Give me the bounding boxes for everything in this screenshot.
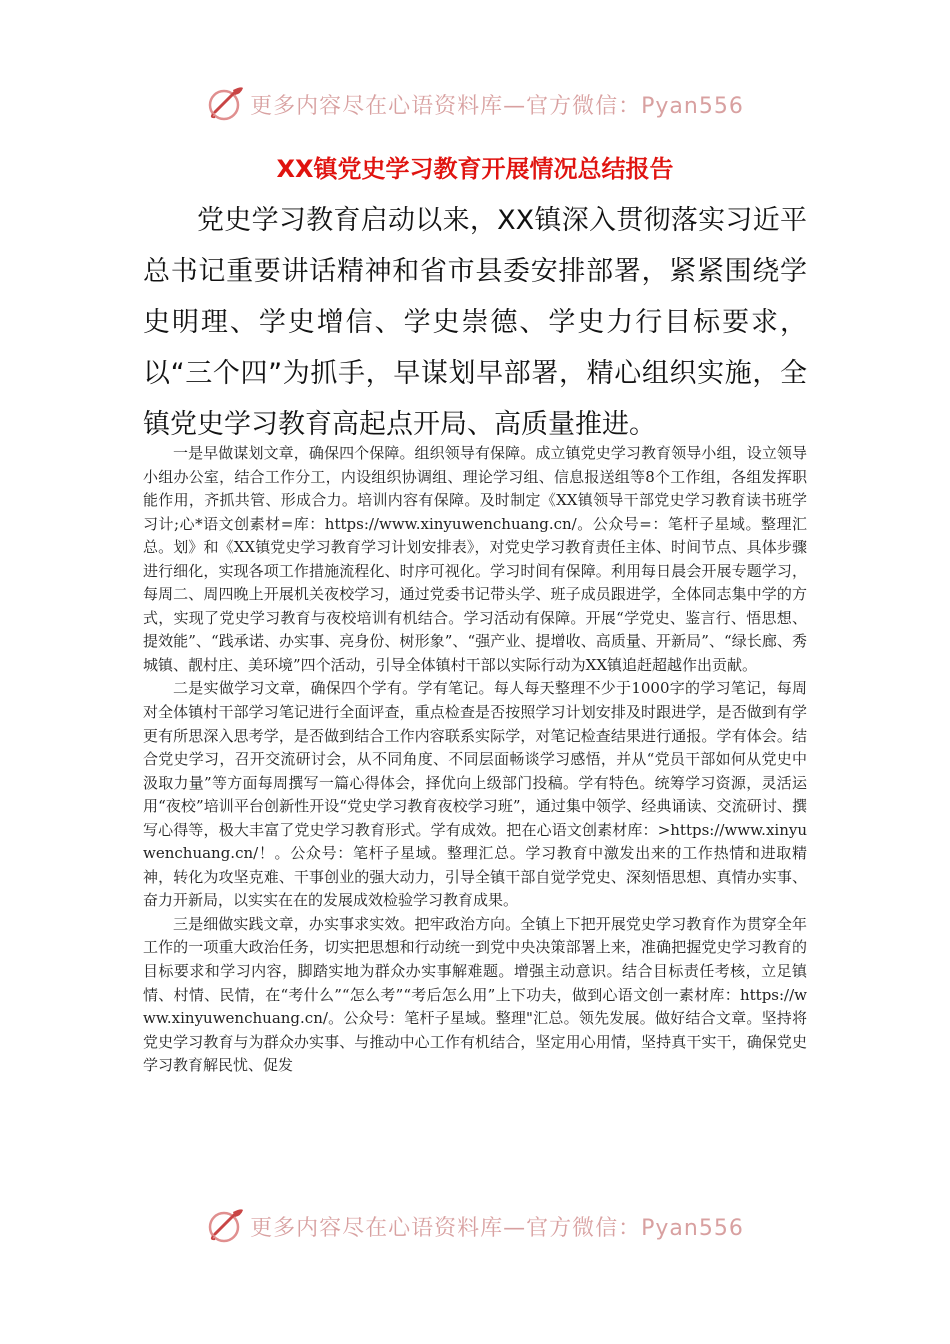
body-paragraph: 一是早做谋划文章，确保四个保障。组织领导有保障。成立镇党史学习教育领导小组，设立领导小组办公室，结合工作分工，内设组织协调组、理论学习组、信息报送组等8个工作组，各组发挥职能作用，齐抓共管、形成合力。培训内容有保障。及时制定《XX镇领导干部党史学习教育读书班学习计;心*语文创素材=库：https://www.xinyuwenchuang.cn/。公众号=：笔杆子星域。整理汇总。划》和《XX镇党史学习教育学习计划安排表》，对党史学习教育责任主体、时间节点、具体步骤进行细化，实现各项工作措施流程化、时序可视化。学习时间有保障。利用每日晨会开展专题学习，每周二、周四晚上开展机关夜校学习，通过党委书记带头学、班子成员跟进学，全体同志集中学的方式，实现了党史学习教育与夜校培训有机结合。学习活动有保障。开展“学党史、鉴言行、悟思想、提效能”、“践承诺、办实事、亮身份、树形象”、“强产业、提增收、高质量、开新局”、“绿长廊、秀城镇、靓村庄、美环境”四个活动，引导全体镇村干部以实际行动为XX镇追赶超越作出贡献。 (143, 444, 807, 674)
watermark-text: 更多内容尽在心语资料库—官方微信：Pyan556 (250, 1215, 744, 1241)
brush-logo-icon (206, 1207, 246, 1245)
intro-paragraph: 党史学习教育启动以来，XX镇深入贯彻落实习近平总书记重要讲话精神和省市县委安排部署，紧紧围绕学史明理、学史增信、学史崇德、学史力行目标要求，以“三个四”为抓手，早谋划早部署，精心组织实施，全镇党史学习教育高起点开局、高质量推进。 (143, 205, 807, 440)
body-paragraph: 二是实做学习文章，确保四个学有。学有笔记。每人每天整理不少于1000字的学习笔记，每周对全体镇村干部学习笔记进行全面评查，重点检查是否按照学习计划安排及时跟进学，是否做到有学更有所思深入思考学，是否做到结合工作内容联系实际学，对笔记检查结果进行通报。学有体会。结合党史学习，召开交流研讨会，从不同角度、不同层面畅谈学习感悟，并从“党员干部如何从党史中汲取力量”等方面每周撰写一篇心得体会，择优向上级部门投稿。学有特色。统筹学习资源，灵活运用“夜校”培训平台创新性开设“党史学习教育夜校学习班”，通过集中领学、经典诵读、交流研讨、撰写心得等，极大丰富了党史学习教育形式。学有成效。把在心语文创素材库：>https://www.xinyuwenchuang.cn/！。公众号：笔杆子星域。整理汇总。学习教育中激发出来的工作热情和进取精神，转化为攻坚克难、干事创业的强大动力，引导全镇干部自觉学党史、深刻悟思想、真情办实事、奋力开新局，以实实在在的发展成效检验学习教育成果。 (143, 679, 807, 910)
header-watermark (0, 84, 950, 124)
document-title: XX镇党史学习教育开展情况总结报告 (276, 155, 674, 183)
body-paragraph: 三是细做实践文章，办实事求实效。把牢政治方向。全镇上下把开展党史学习教育作为贯穿全年工作的一项重大政治任务，切实把思想和行动统一到党中央决策部署上来，准确把握党史学习教育的目标要求和学习内容，脚踏实地为群众办实事解难题。增强主动意识。结合目标责任考核，立足镇情、村情、民情，在“考什么”“怎么考”“考后怎么用”上下功夫，做到心语文创一素材库：https://www.xinyuwenchuang.cn/。公众号：笔杆子星域。整理"汇总。领先发展。做好结合文章。坚持将党史学习教育与为群众办实事、与推动中心工作有机结合，坚定用心用情，坚持真干实干，确保党史学习教育解民忧、促发 (143, 914, 807, 1075)
watermark-text: 更多内容尽在心语资料库—官方微信：Pyan556 (250, 93, 744, 119)
footer-watermark (0, 1206, 950, 1246)
document-body (143, 442, 807, 1078)
brush-logo-icon (206, 85, 246, 123)
